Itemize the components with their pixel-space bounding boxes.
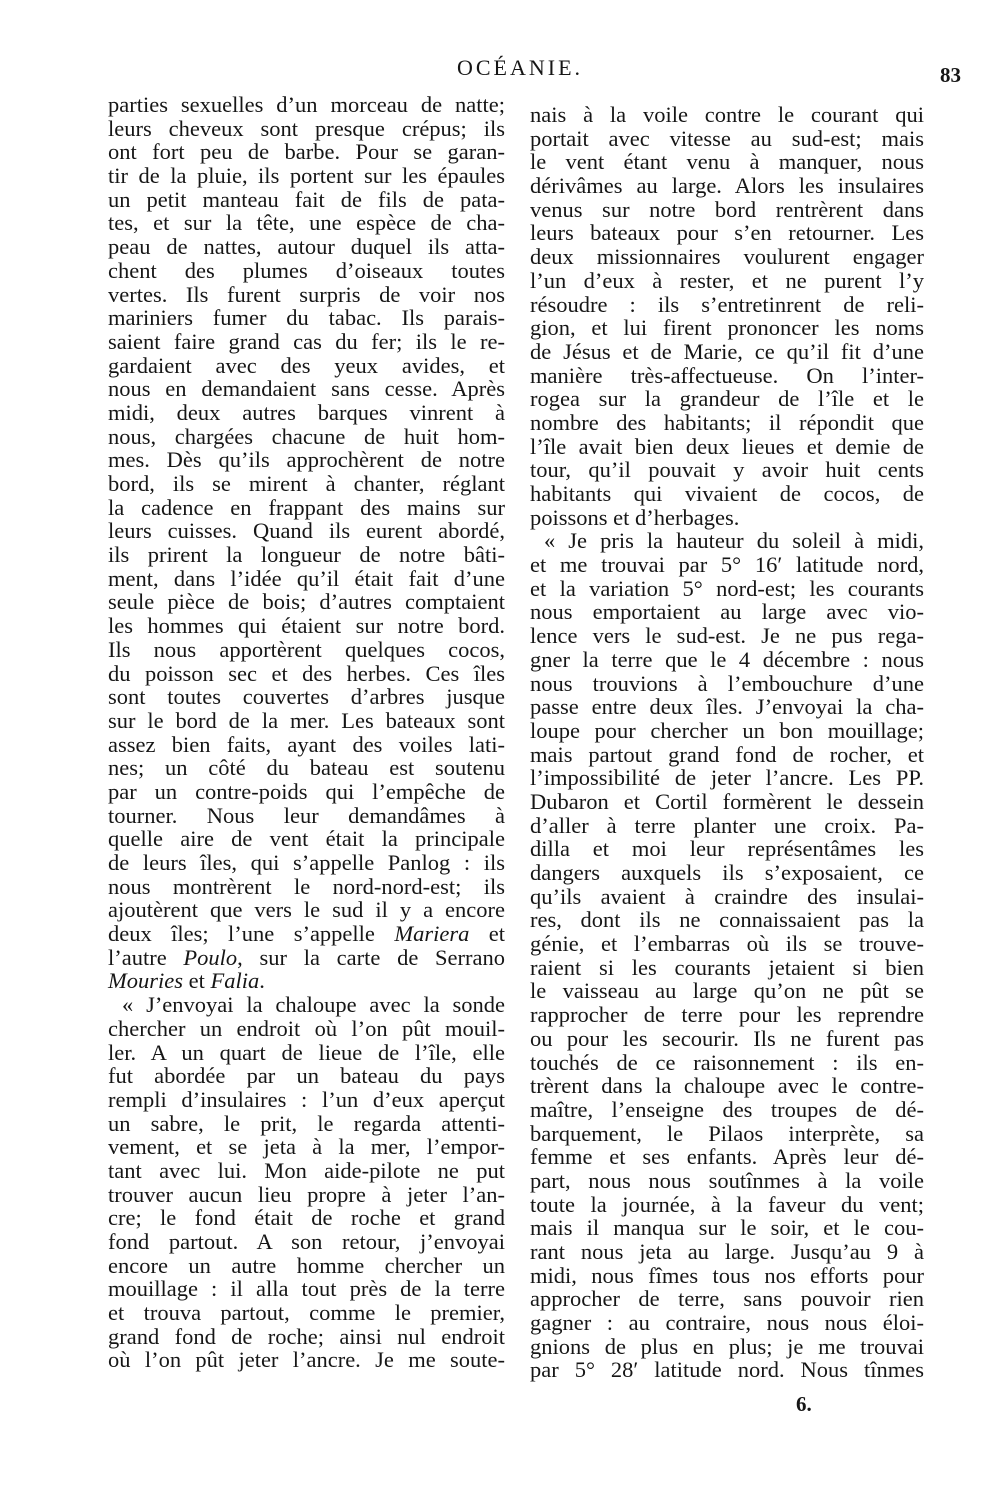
text-line: nombre des habitants; il répondit que (530, 409, 924, 435)
italic-text: Falia (210, 968, 260, 994)
text-line: sur le bord de la mer. Les bateaux sont (108, 707, 505, 733)
text-line: un petit manteau fait de fils de pata- (108, 186, 505, 212)
text-line: résoudre : ils s’entretinrent de reli- (530, 291, 924, 317)
text-line: touchés de ce raisonnement : ils en- (530, 1049, 924, 1075)
text-line: midi, deux autres barques vinrent à (108, 399, 505, 425)
text-line: gagner : au contraire, nous nous éloi- (530, 1310, 924, 1336)
text-line: vement, et se jeta à la mer, l’empor- (108, 1134, 505, 1160)
text-line: gner la terre que le 4 décembre : nous (530, 646, 924, 672)
text-line: Dubaron et Cortil formèrent le dessein (530, 788, 924, 814)
text-line: qu’ils avaient à craindre des insulai- (530, 883, 924, 909)
text-line: tant avec lui. Mon aide-pilote ne put (108, 1157, 505, 1183)
text-line: génie, et l’embarras où ils se trouve- (530, 931, 924, 957)
text-line: nous, chargées chacune de huit hom- (108, 423, 505, 449)
text-line: nes; un côté du bateau est soutenu (108, 755, 505, 781)
text-line: de leurs îles, qui s’appelle Panlog : ils (108, 850, 505, 875)
text-line: mais il manqua sur le soir, et le cou- (530, 1215, 924, 1241)
text-line: gion, et lui firent prononcer les noms (530, 315, 924, 341)
text-line: toute la journée, à la faveur du vent; (530, 1191, 924, 1217)
text-line: fond partout. A son retour, j’envoyai (108, 1229, 505, 1254)
text-line: manière très-affectueuse. On l’inter- (530, 362, 924, 388)
page-number: 83 (940, 63, 961, 87)
text-line: chercher un endroit où l’on pût mouil- (108, 1015, 505, 1041)
text-line: le vaisseau au large qu’on ne pût se (530, 978, 924, 1004)
text-line: où l’on pût jeter l’ancre. Je me soute- (108, 1347, 505, 1373)
text-line: tour, qu’il pouvait y avoir huit cents (530, 457, 924, 483)
text-line: rempli d’insulaires : l’un d’eux aperçut (108, 1086, 505, 1112)
text-line: par 5° 28′ latitude nord. Nous tînmes (530, 1357, 924, 1383)
text-line: rapprocher de terre pour les reprendre (530, 1002, 924, 1028)
text-line: « Je pris la hauteur du soleil à midi, (544, 528, 924, 554)
text-line: nous emportaient au large avec vio- (530, 599, 924, 625)
text-line: ler. A un quart de lieue de l’île, elle (108, 1039, 505, 1065)
running-head: OCÉANIE. (456, 55, 584, 80)
text-line: dérivâmes au large. Alors les insulaires (530, 173, 924, 199)
text-line: nous montrèrent le nord-nord-est; ils (108, 873, 505, 899)
text-line (108, 922, 505, 946)
text-line: leurs cheveux sont presque crépus; ils (108, 115, 505, 141)
text-line: deux missionnaires voulurent engager (530, 244, 924, 270)
text-line: res, dont ils ne connaissaient pas la (530, 907, 924, 933)
text-line: et me trouvai par 5° 16′ latitude nord, (530, 552, 924, 578)
text-line: femme et ses enfants. Après leur dé- (530, 1144, 924, 1170)
text-line: du poisson sec et des herbes. Ces îles (108, 660, 505, 686)
text-line: ou pour les secourir. Ils ne furent pas (530, 1025, 924, 1051)
text-line: venus sur notre bord rentrèrent dans (530, 196, 924, 222)
text-line: de Jésus et de Marie, ce qu’il fit d’une (530, 338, 924, 364)
text-line: chent des plumes d’oiseaux toutes (108, 257, 505, 283)
text-line: trèrent dans la chaloupe avec le contre- (530, 1073, 924, 1099)
text-line: poissons et d’herbages. (530, 504, 740, 530)
text-line: tourner. Nous leur demandâmes à (108, 802, 505, 828)
text-line: tes, et sur la tête, une espèce de cha- (108, 210, 505, 236)
text-line: part, nous nous soutînmes à la voile (530, 1167, 924, 1193)
text-line: mouillage : il alla tout près de la terre (108, 1276, 505, 1302)
text-segment: et (183, 968, 211, 994)
text-line: par un contre-poids qui l’empêche de (108, 778, 505, 804)
text-line: habitants qui vivaient de cocos, de (530, 481, 924, 506)
text-segment: l’autre (108, 944, 184, 970)
text-line: ment, dans l’idée qu’il était fait d’une (108, 565, 505, 591)
text-line: l’un d’eux à rester, et ne purent l’y (530, 267, 924, 293)
paragraph (530, 529, 924, 1382)
text-line: raient si les courants jetaient si bien (530, 954, 924, 980)
text-line: maître, l’enseigne des troupes de dé- (530, 1096, 924, 1122)
text-segment: . (259, 968, 265, 994)
text-line: ajoutèrent que vers le sud il y a encore (108, 897, 505, 923)
text-line: l’impossibilité de jeter l’ancre. Les PP. (530, 765, 924, 791)
text-line: assez bien faits, ayant des voiles lati- (108, 731, 505, 757)
text-segment: , sur la carte de Serrano (237, 944, 505, 970)
text-line: seule pièce de bois; d’autres comptaient (108, 589, 505, 615)
text-line: bord, ils se mirent à chanter, réglant (108, 471, 505, 496)
text-line: cre; le fond était de roche et grand (108, 1205, 505, 1231)
signature-mark: 6. (796, 1392, 812, 1416)
text-line: la cadence en frappant des mains sur (108, 494, 505, 520)
text-line: et la variation 5° nord-est; les courants (530, 575, 924, 601)
text-line: nous trouvions à l’embouchure d’une (530, 670, 924, 696)
text-line: un sabre, le prit, le regarda attenti- (108, 1110, 505, 1136)
text-line: sont toutes couvertes d’arbres jusque (108, 684, 505, 710)
text-line: dangers auxquels ils s’exposaient, ce (530, 860, 924, 885)
text-line: midi, nous fîmes tous nos efforts pour (530, 1262, 924, 1288)
text-line: leurs cuisses. Quand ils eurent abordé, (108, 518, 505, 544)
text-line: ont fort peu de barbe. Pour se garan- (108, 139, 505, 165)
text-segment: et (469, 921, 505, 947)
text-line: gardaient avec des yeux avides, et (108, 352, 505, 378)
right-column (530, 103, 924, 1382)
paragraph (530, 103, 924, 529)
text-line: leurs bateaux pour s’en retourner. Les (530, 220, 924, 246)
italic-text: Mariera (394, 921, 470, 947)
text-line: peau de nattes, autour duquel ils atta- (108, 234, 505, 260)
text-line: grand fond de roche; ainsi nul endroit (108, 1323, 505, 1349)
text-line: gnions de plus en plus; je me trouvai (530, 1333, 924, 1359)
text-line: tir de la pluie, ils portent sur les épaules (108, 163, 505, 189)
text-line: fut abordée par un bateau du pays (108, 1063, 505, 1089)
text-line: ils prirent la longueur de notre bâti- (108, 542, 505, 568)
text-line: et trouva partout, comme le premier, (108, 1300, 505, 1326)
text-line: mais partout grand fond de rocher, et (530, 741, 924, 767)
left-column (108, 93, 505, 1372)
text-line (108, 969, 505, 993)
text-segment: deux îles; l’une s’appelle (108, 921, 395, 947)
paragraph (108, 993, 505, 1372)
paragraph (108, 93, 505, 993)
text-line: les hommes qui étaient sur notre bord. (108, 613, 505, 639)
text-line: nous en demandaient sans cesse. Après (108, 376, 505, 402)
text-line: trouver aucun lieu propre à jeter l’an- (108, 1181, 505, 1207)
text-line: saient faire grand cas du fer; ils le re- (108, 328, 505, 354)
text-line: lence vers le sud-est. Je ne pus rega- (530, 623, 924, 649)
text-line: l’île avait bien deux lieues et demie de (530, 433, 924, 459)
text-line: approcher de terre, sans pouvoir rien (530, 1286, 924, 1312)
text-line: vertes. Ils furent surpris de voir nos (108, 281, 505, 307)
text-line (108, 946, 505, 970)
text-line: portait avec vitesse au sud-est; mais (530, 125, 924, 151)
text-line: d’aller à terre planter une croix. Pa- (530, 812, 924, 838)
text-line: mes. Dès qu’ils approchèrent de notre (108, 447, 505, 473)
text-line: quelle aire de vent était la principale (108, 826, 505, 852)
text-line: « J’envoyai la chaloupe avec la sonde (122, 992, 505, 1018)
text-line: Ils nous apportèrent quelques cocos, (108, 636, 505, 662)
text-line: loupe pour chercher un bon mouillage; (530, 717, 924, 743)
text-line: dilla et moi leur représentâmes les (530, 836, 924, 862)
text-line: barquement, le Pilaos interprète, sa (530, 1120, 924, 1146)
text-line: mariniers fumer du tabac. Ils parais- (108, 305, 505, 331)
text-line: rogea sur la grandeur de l’île et le (530, 386, 924, 412)
text-line: le vent étant venu à manquer, nous (530, 149, 924, 175)
text-line: encore un autre homme chercher un (108, 1252, 505, 1278)
italic-text: Mouries (108, 968, 183, 994)
text-line: passe entre deux îles. J’envoyai la cha- (530, 694, 924, 720)
italic-text: Poulo (183, 944, 238, 970)
text-line: nais à la voile contre le courant qui (530, 102, 924, 127)
text-line: parties sexuelles d’un morceau de natte; (108, 92, 505, 117)
text-line: rant nous jeta au large. Jusqu’au 9 à (530, 1239, 924, 1264)
